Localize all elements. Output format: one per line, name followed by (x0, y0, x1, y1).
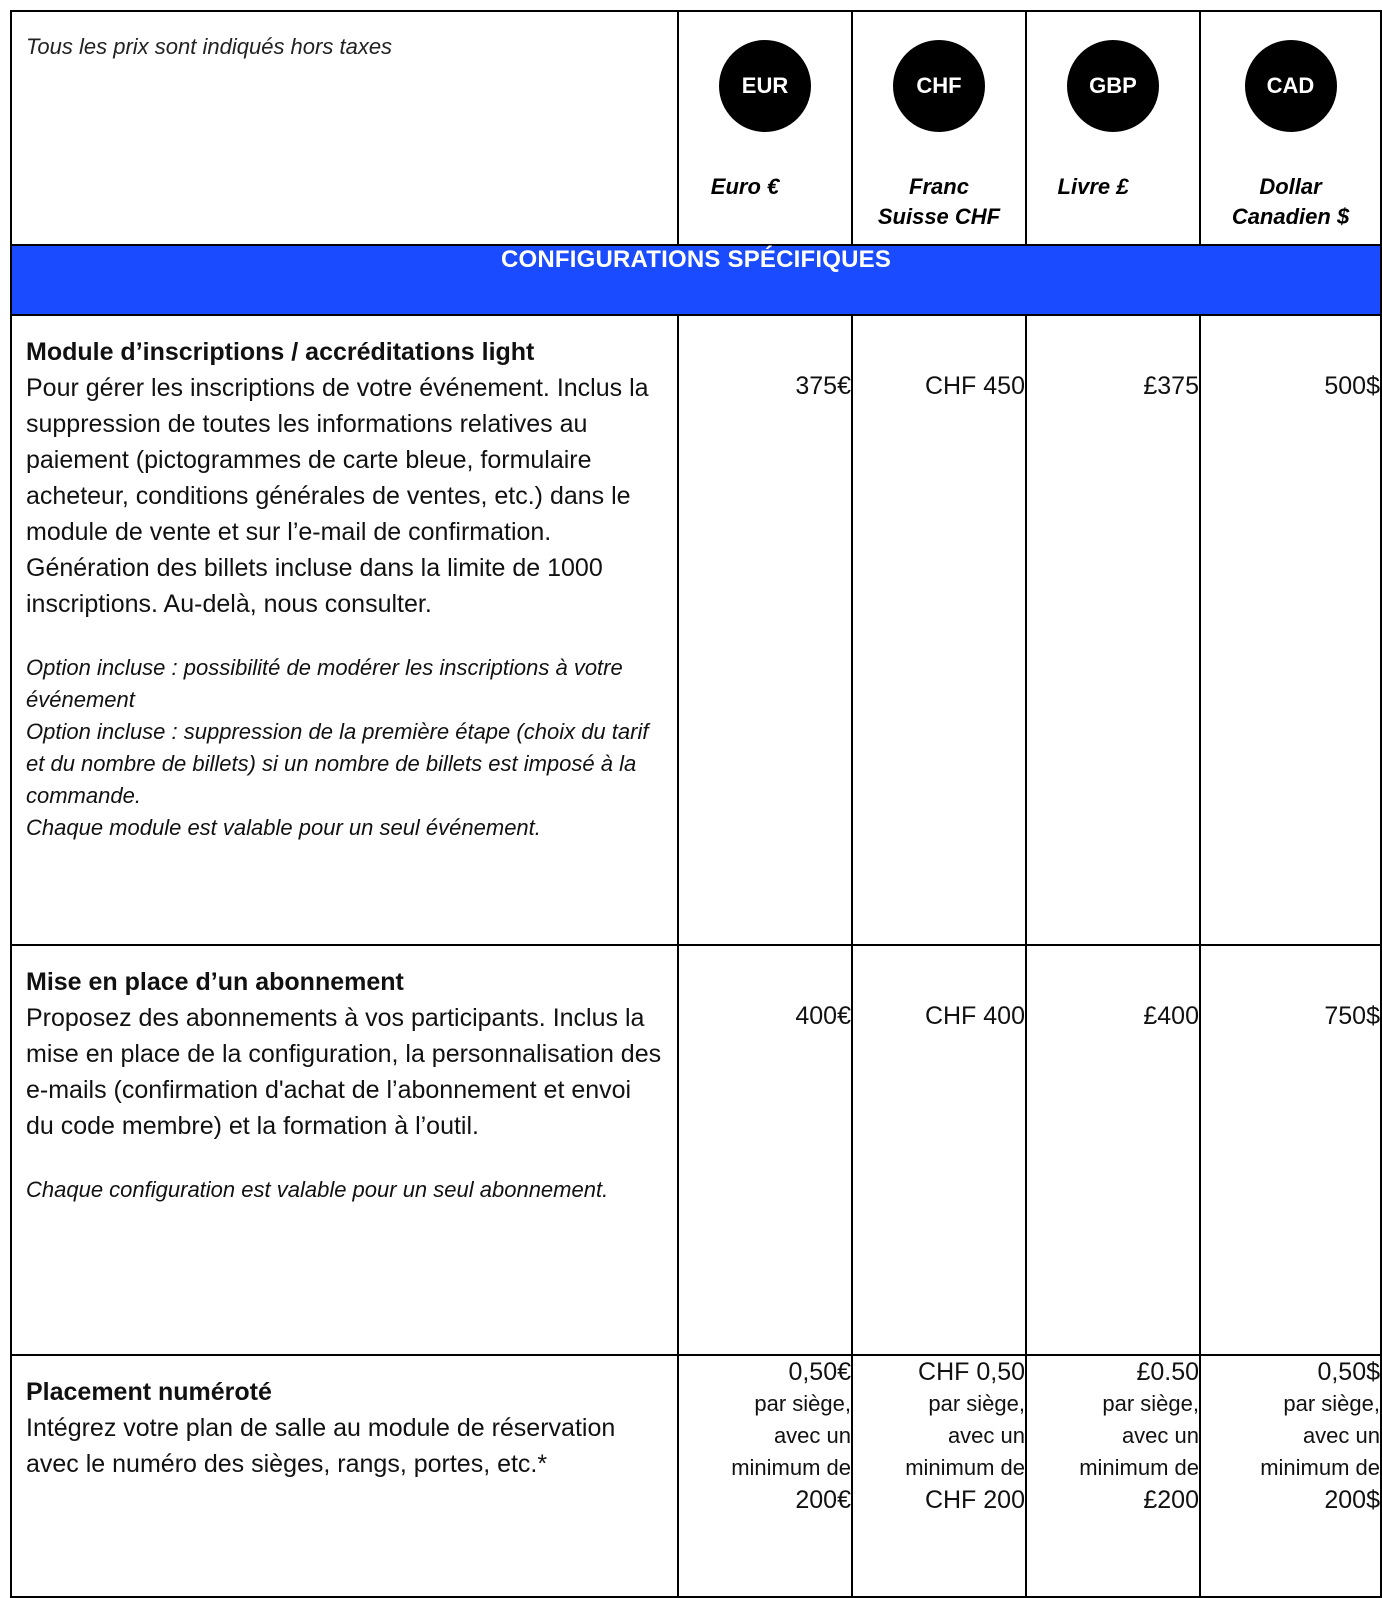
currency-name-line: Suisse CHF (877, 204, 1001, 229)
section-banner-row (11, 245, 1381, 315)
price-cad (1200, 1355, 1381, 1597)
table-row (11, 315, 1381, 945)
price-gbp (1026, 1355, 1200, 1597)
price-minimum: 200$ (1324, 1486, 1380, 1514)
currency-name-line: Dollar (1259, 174, 1322, 199)
price-minimum: CHF 200 (924, 1486, 1025, 1514)
price-sub: par siège, (1102, 1391, 1199, 1416)
chf-coin-icon: CHF (893, 40, 985, 132)
currency-eur (678, 11, 852, 245)
price-eur: 375€ (678, 315, 852, 945)
price-chf: CHF 400 (852, 945, 1026, 1355)
row-body-line: Intégrez votre plan de salle au module de réservation avec le numéro des sièges, rangs, portes, etc.* (26, 1414, 616, 1478)
row-description (11, 1355, 678, 1597)
price-chf (852, 1355, 1026, 1597)
price-sub: par siège, (928, 1391, 1025, 1416)
currency-name-chf (853, 172, 1025, 232)
price-main: CHF 0,50 (918, 1358, 1025, 1386)
price-sub: par siège, (1283, 1391, 1380, 1416)
price-minimum: 200€ (795, 1486, 851, 1514)
price-sub: avec un (1121, 1423, 1199, 1448)
row-body (26, 370, 665, 622)
row-body (26, 1000, 665, 1144)
price-main: 0,50€ (788, 1358, 851, 1386)
row-body-line: Proposez des abonnements à vos participants. Inclus la mise en place de la configuration, la personnalisation des e-mails (confirmation d'achat de l’abonnement et envoi du code membre) et la formation à l’outil. (26, 1004, 662, 1140)
eur-coin-icon: EUR (719, 40, 811, 132)
currency-chf (852, 11, 1026, 245)
row-notes (26, 652, 665, 844)
pricing-table (10, 10, 1382, 1598)
price-eur (678, 1355, 852, 1597)
price-sub: avec un (1302, 1423, 1380, 1448)
price-minimum: £200 (1143, 1486, 1199, 1514)
price-gbp: £375 (1026, 315, 1200, 945)
row-title: Mise en place d’un abonnement (26, 968, 404, 996)
currency-name-eur (679, 172, 851, 202)
row-description (11, 315, 678, 945)
tax-note-cell (11, 11, 678, 245)
price-cad: 500$ (1200, 315, 1381, 945)
price-main: £0.50 (1136, 1358, 1199, 1386)
row-note: Option incluse : possibilité de modérer les inscriptions à votre événement (26, 655, 623, 712)
currency-name-cad (1201, 172, 1380, 232)
currency-name-line: Euro € (710, 174, 780, 199)
currency-name-line: Franc (909, 174, 969, 199)
cad-coin-icon: CAD (1245, 40, 1337, 132)
row-note: Option incluse : suppression de la première étape (choix du tarif et du nombre de billets) si un nombre de billets est imposé à la commande. (26, 719, 649, 808)
row-title: Placement numéroté (26, 1378, 272, 1406)
currency-gbp (1026, 11, 1200, 245)
price-eur: 400€ (678, 945, 852, 1355)
price-gbp: £400 (1026, 945, 1200, 1355)
price-sub: minimum de (731, 1455, 851, 1480)
table-row (11, 1355, 1381, 1597)
row-note: Chaque module est valable pour un seul événement. (26, 815, 541, 840)
tax-note: Tous les prix sont indiqués hors taxes (26, 34, 393, 59)
row-notes (26, 1174, 665, 1206)
price-sub: par siège, (754, 1391, 851, 1416)
price-main: 0,50$ (1317, 1358, 1380, 1386)
currency-name-line: Canadien $ (1231, 204, 1350, 229)
price-chf: CHF 450 (852, 315, 1026, 945)
price-sub: avec un (773, 1423, 851, 1448)
row-body-line: Pour gérer les inscriptions de votre événement. Inclus la suppression de toutes les informations relatives au paiement (pictogrammes de carte bleue, formulaire acheteur, conditions générales de ventes, etc.) dans le module de vente et sur l’e-mail de confirmation. (26, 374, 649, 546)
currency-header-row (11, 11, 1381, 245)
row-note: Chaque configuration est valable pour un seul abonnement. (26, 1177, 609, 1202)
price-sub: avec un (947, 1423, 1025, 1448)
gbp-coin-icon: GBP (1067, 40, 1159, 132)
table-row (11, 945, 1381, 1355)
currency-name-line: Livre £ (1057, 174, 1129, 199)
price-sub: minimum de (1260, 1455, 1380, 1480)
row-body-line: Génération des billets incluse dans la limite de 1000 inscriptions. Au-delà, nous consulter. (26, 554, 603, 618)
currency-cad (1200, 11, 1381, 245)
price-sub: minimum de (905, 1455, 1025, 1480)
row-body (26, 1410, 665, 1482)
row-description (11, 945, 678, 1355)
section-title: CONFIGURATIONS SPÉCIFIQUES (11, 245, 1381, 315)
row-title: Module d’inscriptions / accréditations light (26, 338, 535, 366)
price-sub: minimum de (1079, 1455, 1199, 1480)
price-cad: 750$ (1200, 945, 1381, 1355)
currency-name-gbp (1027, 172, 1199, 202)
